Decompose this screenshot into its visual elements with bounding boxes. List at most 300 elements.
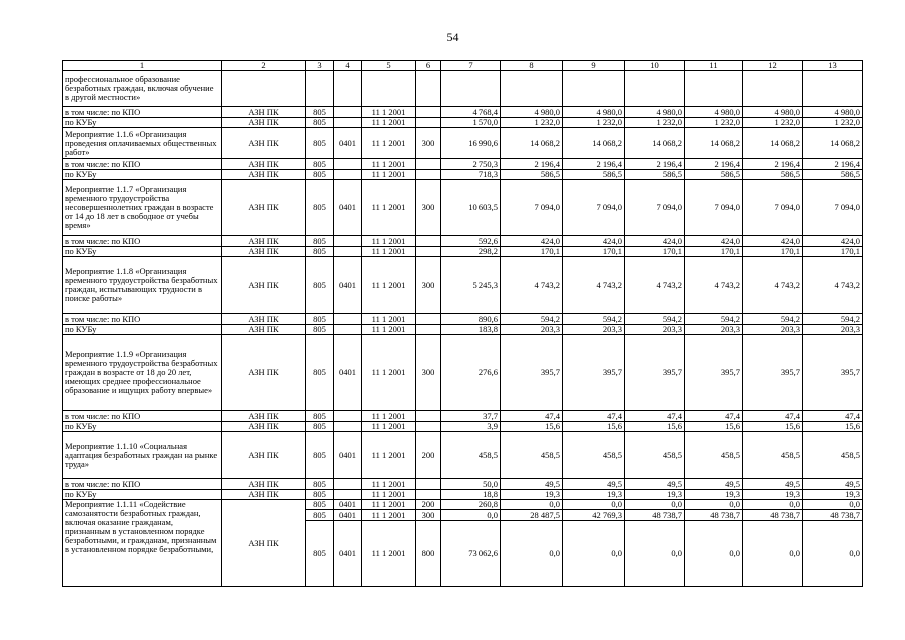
table-cell: 805 xyxy=(306,314,334,325)
table-cell: 2 196,4 xyxy=(743,159,803,170)
table-cell: 47,4 xyxy=(743,411,803,422)
table-cell: 7 094,0 xyxy=(625,180,685,236)
table-cell: 4 980,0 xyxy=(743,107,803,118)
table-cell: 805 xyxy=(306,432,334,479)
table-cell: 28 487,5 xyxy=(501,510,563,521)
table-cell: 805 xyxy=(306,159,334,170)
table-cell: 805 xyxy=(306,325,334,335)
table-cell: 48 738,7 xyxy=(625,510,685,521)
table-row xyxy=(63,335,863,411)
table-cell: 50,0 xyxy=(441,479,501,490)
table-cell: 0,0 xyxy=(501,521,563,587)
table-cell: АЗН ПК xyxy=(222,247,306,257)
table-cell: АЗН ПК xyxy=(222,180,306,236)
table-cell: 424,0 xyxy=(685,236,743,247)
table-cell: Мероприятие 1.1.8 «Организация временного трудоустройства безработных граждан, испытывающих трудности в поиске работы» xyxy=(63,257,222,314)
table-cell: в том числе: по КПО xyxy=(63,314,222,325)
table-cell: 0401 xyxy=(334,128,362,159)
table-row xyxy=(63,479,863,490)
table-cell: 49,5 xyxy=(803,479,863,490)
table-cell: в том числе: по КПО xyxy=(63,479,222,490)
table-cell: 49,5 xyxy=(501,479,563,490)
table-cell: 4 980,0 xyxy=(685,107,743,118)
table-row xyxy=(63,432,863,479)
table-cell xyxy=(334,247,362,257)
table-cell: 0,0 xyxy=(685,500,743,510)
table-cell xyxy=(334,107,362,118)
table-cell: 170,1 xyxy=(563,247,625,257)
table-cell: по КУБу xyxy=(63,170,222,180)
table-cell: 15,6 xyxy=(803,422,863,432)
column-header-11: 11 xyxy=(685,61,743,71)
table-cell: 594,2 xyxy=(501,314,563,325)
table-row xyxy=(63,159,863,170)
table-cell: 424,0 xyxy=(803,236,863,247)
table-cell: 0401 xyxy=(334,335,362,411)
table-cell: 805 xyxy=(306,107,334,118)
table-cell: 300 xyxy=(416,510,441,521)
table-cell: 15,6 xyxy=(625,422,685,432)
table-cell: 718,3 xyxy=(441,170,501,180)
table-cell: 300 xyxy=(416,128,441,159)
table-cell: 203,3 xyxy=(743,325,803,335)
table-cell: АЗН ПК xyxy=(222,170,306,180)
table-cell: 47,4 xyxy=(803,411,863,422)
column-header-7: 7 xyxy=(441,61,501,71)
activity-text-cell: Мероприятие 1.1.11 «Содействие самозанятости безработных граждан, включая оказание гражданам, признанным в установленном порядке безработными, и гражданам, признанным в установленном порядке безработными, xyxy=(63,500,222,587)
table-cell: 805 xyxy=(306,422,334,432)
table-cell: 7 094,0 xyxy=(563,180,625,236)
table-cell: 19,3 xyxy=(563,490,625,500)
table-cell: АЗН ПК xyxy=(222,490,306,500)
table-cell: 48 738,7 xyxy=(803,510,863,521)
table-cell: Мероприятие 1.1.10 «Социальная адаптация безработных граждан на рынке труда» xyxy=(63,432,222,479)
table-cell: 424,0 xyxy=(743,236,803,247)
table-cell: 7 094,0 xyxy=(685,180,743,236)
table-cell: 0,0 xyxy=(803,521,863,587)
column-header-13: 13 xyxy=(803,61,863,71)
table-cell: АЗН ПК xyxy=(222,118,306,128)
table-row xyxy=(63,325,863,335)
column-header-1: 1 xyxy=(63,61,222,71)
table-cell: 49,5 xyxy=(625,479,685,490)
table-cell: по КУБу xyxy=(63,490,222,500)
table-cell xyxy=(416,325,441,335)
table-cell: 458,5 xyxy=(441,432,501,479)
table-cell: 594,2 xyxy=(743,314,803,325)
table-cell: в том числе: по КПО xyxy=(63,107,222,118)
table-cell: 1 232,0 xyxy=(563,118,625,128)
table-row xyxy=(63,236,863,247)
table-cell: Мероприятие 1.1.6 «Организация проведения оплачиваемых общественных работ» xyxy=(63,128,222,159)
table-cell: АЗН ПК xyxy=(222,107,306,118)
table-cell: 14 068,2 xyxy=(685,128,743,159)
table-row xyxy=(63,247,863,257)
table-cell xyxy=(334,314,362,325)
table-cell: АЗН ПК xyxy=(222,159,306,170)
table-cell: 586,5 xyxy=(743,170,803,180)
table-cell: 11 1 2001 xyxy=(362,314,416,325)
table-cell: АЗН ПК xyxy=(222,314,306,325)
table-cell: 47,4 xyxy=(625,411,685,422)
table-cell: 395,7 xyxy=(743,335,803,411)
table-cell: 203,3 xyxy=(563,325,625,335)
table-cell xyxy=(685,71,743,107)
table-cell: 170,1 xyxy=(625,247,685,257)
table-cell xyxy=(334,490,362,500)
table-cell: 0,0 xyxy=(743,500,803,510)
table-row xyxy=(63,490,863,500)
table-cell: 4 980,0 xyxy=(625,107,685,118)
table-row xyxy=(63,422,863,432)
org-cell: АЗН ПК xyxy=(222,500,306,587)
table-cell: 1 232,0 xyxy=(625,118,685,128)
table-cell: 48 738,7 xyxy=(685,510,743,521)
table-cell: в том числе: по КПО xyxy=(63,236,222,247)
table-cell: 4 743,2 xyxy=(625,257,685,314)
table-cell: 2 196,4 xyxy=(563,159,625,170)
table-cell xyxy=(416,422,441,432)
table-cell: 805 xyxy=(306,500,334,510)
table-cell: 0,0 xyxy=(625,500,685,510)
table-cell: 395,7 xyxy=(803,335,863,411)
table-cell: АЗН ПК xyxy=(222,479,306,490)
column-header-12: 12 xyxy=(743,61,803,71)
table-cell: 19,3 xyxy=(501,490,563,500)
column-header-5: 5 xyxy=(362,61,416,71)
table-cell: 805 xyxy=(306,479,334,490)
table-cell: 458,5 xyxy=(743,432,803,479)
table-cell: 47,4 xyxy=(563,411,625,422)
table-cell: 458,5 xyxy=(803,432,863,479)
table-cell: 203,3 xyxy=(685,325,743,335)
table-cell: 2 196,4 xyxy=(685,159,743,170)
table-cell: 11 1 2001 xyxy=(362,257,416,314)
table-cell xyxy=(334,118,362,128)
table-cell: 0401 xyxy=(334,521,362,587)
table-cell: 11 1 2001 xyxy=(362,335,416,411)
table-cell: 0401 xyxy=(334,510,362,521)
table-cell: 0,0 xyxy=(501,500,563,510)
table-cell xyxy=(334,170,362,180)
table-cell xyxy=(625,71,685,107)
table-cell: в том числе: по КПО xyxy=(63,159,222,170)
table-cell xyxy=(306,71,334,107)
table-cell: 2 196,4 xyxy=(803,159,863,170)
table-cell: 592,6 xyxy=(441,236,501,247)
table-cell: АЗН ПК xyxy=(222,257,306,314)
table-cell xyxy=(334,411,362,422)
table-cell: 11 1 2001 xyxy=(362,411,416,422)
table-cell xyxy=(416,159,441,170)
table-cell: 15,6 xyxy=(563,422,625,432)
table-cell: 49,5 xyxy=(563,479,625,490)
table-cell xyxy=(416,314,441,325)
table-cell: 203,3 xyxy=(803,325,863,335)
table-cell xyxy=(416,170,441,180)
table-cell: 11 1 2001 xyxy=(362,490,416,500)
table-cell: 0,0 xyxy=(743,521,803,587)
table-cell: 47,4 xyxy=(685,411,743,422)
column-header-4: 4 xyxy=(334,61,362,71)
table-cell: 458,5 xyxy=(685,432,743,479)
table-cell: Мероприятие 1.1.7 «Организация временного трудоустройства несовершеннолетних граждан в возрасте от 14 до 18 лет в свободное от учебы время» xyxy=(63,180,222,236)
table-cell: 4 743,2 xyxy=(685,257,743,314)
table-cell: 11 1 2001 xyxy=(362,170,416,180)
table-cell: 805 xyxy=(306,236,334,247)
table-cell: 11 1 2001 xyxy=(362,236,416,247)
table-cell: АЗН ПК xyxy=(222,236,306,247)
table-cell: 0,0 xyxy=(803,500,863,510)
table-cell: 395,7 xyxy=(563,335,625,411)
budget-table xyxy=(62,60,863,587)
table-cell: 7 094,0 xyxy=(743,180,803,236)
table-cell: 300 xyxy=(416,335,441,411)
table-cell: АЗН ПК xyxy=(222,128,306,159)
table-cell: 586,5 xyxy=(685,170,743,180)
table-cell: 170,1 xyxy=(501,247,563,257)
table-cell: 0,0 xyxy=(441,510,501,521)
table-cell: 805 xyxy=(306,411,334,422)
table-cell: 11 1 2001 xyxy=(362,500,416,510)
table-cell: 586,5 xyxy=(803,170,863,180)
table-cell: 0401 xyxy=(334,180,362,236)
table-cell: 11 1 2001 xyxy=(362,107,416,118)
table-cell: 15,6 xyxy=(685,422,743,432)
table-cell: 805 xyxy=(306,257,334,314)
table-cell: по КУБу xyxy=(63,118,222,128)
table-cell: 805 xyxy=(306,170,334,180)
table-cell: по КУБу xyxy=(63,325,222,335)
table-cell: 14 068,2 xyxy=(743,128,803,159)
table-cell xyxy=(803,71,863,107)
table-cell: АЗН ПК xyxy=(222,325,306,335)
table-cell: 49,5 xyxy=(743,479,803,490)
table-cell: 73 062,6 xyxy=(441,521,501,587)
table-cell: 14 068,2 xyxy=(803,128,863,159)
table-cell: 4 980,0 xyxy=(803,107,863,118)
table-cell xyxy=(416,247,441,257)
table-cell: 805 xyxy=(306,490,334,500)
table-cell: 11 1 2001 xyxy=(362,432,416,479)
table-cell: 0,0 xyxy=(625,521,685,587)
table-cell: 47,4 xyxy=(501,411,563,422)
table-cell xyxy=(416,107,441,118)
table-cell: 183,8 xyxy=(441,325,501,335)
table-row xyxy=(63,257,863,314)
table-cell: 16 990,6 xyxy=(441,128,501,159)
column-header-9: 9 xyxy=(563,61,625,71)
table-row xyxy=(63,411,863,422)
table-cell: 5 245,3 xyxy=(441,257,501,314)
table-cell xyxy=(501,71,563,107)
table-cell: 1 232,0 xyxy=(803,118,863,128)
table-cell: 424,0 xyxy=(563,236,625,247)
page-number: 54 xyxy=(446,30,459,44)
table-cell: 4 743,2 xyxy=(501,257,563,314)
table-cell: 2 196,4 xyxy=(501,159,563,170)
table-cell: 458,5 xyxy=(501,432,563,479)
table-cell: 594,2 xyxy=(685,314,743,325)
table-cell xyxy=(416,479,441,490)
table-cell: 15,6 xyxy=(743,422,803,432)
table-row xyxy=(63,118,863,128)
table-cell: 4 743,2 xyxy=(803,257,863,314)
table-cell: АЗН ПК xyxy=(222,335,306,411)
table-cell: 805 xyxy=(306,510,334,521)
table-cell: 203,3 xyxy=(501,325,563,335)
table-cell: 586,5 xyxy=(625,170,685,180)
table-cell: 11 1 2001 xyxy=(362,247,416,257)
table-cell xyxy=(563,71,625,107)
table-cell: 594,2 xyxy=(563,314,625,325)
table-cell xyxy=(441,71,501,107)
column-header-10: 10 xyxy=(625,61,685,71)
table-cell: 3,9 xyxy=(441,422,501,432)
table-cell: 14 068,2 xyxy=(501,128,563,159)
table-cell: 1 570,0 xyxy=(441,118,501,128)
table-cell: 4 743,2 xyxy=(563,257,625,314)
table-cell: 170,1 xyxy=(803,247,863,257)
table-cell: 4 743,2 xyxy=(743,257,803,314)
table-cell xyxy=(416,118,441,128)
table-cell: 424,0 xyxy=(625,236,685,247)
table-cell: 0401 xyxy=(334,500,362,510)
table-cell: 11 1 2001 xyxy=(362,118,416,128)
table-cell: 594,2 xyxy=(803,314,863,325)
table-cell: 11 1 2001 xyxy=(362,128,416,159)
table-cell: 11 1 2001 xyxy=(362,159,416,170)
column-header-8: 8 xyxy=(501,61,563,71)
table-cell: 0,0 xyxy=(563,500,625,510)
table-cell: 800 xyxy=(416,521,441,587)
table-cell: 586,5 xyxy=(501,170,563,180)
table-cell: 19,3 xyxy=(743,490,803,500)
table-cell: 260,8 xyxy=(441,500,501,510)
table-row xyxy=(63,500,863,510)
table-cell: 170,1 xyxy=(685,247,743,257)
table-cell: 4 768,4 xyxy=(441,107,501,118)
table-row xyxy=(63,71,863,107)
table-cell xyxy=(334,71,362,107)
table-cell: 298,2 xyxy=(441,247,501,257)
header-row xyxy=(63,61,863,71)
table-cell xyxy=(334,479,362,490)
table-cell: 458,5 xyxy=(563,432,625,479)
table-row xyxy=(63,107,863,118)
table-cell: 11 1 2001 xyxy=(362,521,416,587)
table-cell: 200 xyxy=(416,500,441,510)
table-cell: 0,0 xyxy=(563,521,625,587)
column-header-3: 3 xyxy=(306,61,334,71)
table-cell: 300 xyxy=(416,257,441,314)
table-row xyxy=(63,314,863,325)
table-cell: 19,3 xyxy=(803,490,863,500)
table-cell: 424,0 xyxy=(501,236,563,247)
table-cell: АЗН ПК xyxy=(222,422,306,432)
table-cell: 11 1 2001 xyxy=(362,510,416,521)
table-cell xyxy=(362,71,416,107)
table-body xyxy=(63,61,863,587)
table-cell: Мероприятие 1.1.9 «Организация временного трудоустройства безработных граждан в возрасте от 18 до 20 лет, имеющих среднее профессиональное образование и ищущих работу впервые» xyxy=(63,335,222,411)
table-cell: 200 xyxy=(416,432,441,479)
table-cell: 7 094,0 xyxy=(501,180,563,236)
table-cell: 48 738,7 xyxy=(743,510,803,521)
table-cell: 19,3 xyxy=(685,490,743,500)
table-cell: 276,6 xyxy=(441,335,501,411)
table-cell: 4 980,0 xyxy=(501,107,563,118)
table-cell: 11 1 2001 xyxy=(362,325,416,335)
table-cell: 11 1 2001 xyxy=(362,422,416,432)
table-cell: 805 xyxy=(306,521,334,587)
table-cell: 170,1 xyxy=(743,247,803,257)
table-cell: 1 232,0 xyxy=(743,118,803,128)
table-cell: 18,8 xyxy=(441,490,501,500)
column-header-2: 2 xyxy=(222,61,306,71)
table-cell xyxy=(416,236,441,247)
table-cell: 0401 xyxy=(334,257,362,314)
table-cell: 4 980,0 xyxy=(563,107,625,118)
table-cell: 2 750,3 xyxy=(441,159,501,170)
table-cell: 37,7 xyxy=(441,411,501,422)
table-cell xyxy=(416,411,441,422)
table-row xyxy=(63,170,863,180)
table-cell: 19,3 xyxy=(625,490,685,500)
table-cell xyxy=(334,159,362,170)
table-cell: 594,2 xyxy=(625,314,685,325)
table-cell: по КУБу xyxy=(63,422,222,432)
table-cell xyxy=(416,490,441,500)
table-cell xyxy=(334,422,362,432)
table-cell: 805 xyxy=(306,335,334,411)
table-cell xyxy=(416,71,441,107)
table-cell: 805 xyxy=(306,247,334,257)
table-cell: АЗН ПК xyxy=(222,411,306,422)
table-cell: 458,5 xyxy=(625,432,685,479)
table-cell: 586,5 xyxy=(563,170,625,180)
table-cell: 11 1 2001 xyxy=(362,479,416,490)
table-cell: 805 xyxy=(306,128,334,159)
column-header-6: 6 xyxy=(416,61,441,71)
table-cell: 1 232,0 xyxy=(685,118,743,128)
table-cell: 11 1 2001 xyxy=(362,180,416,236)
table-cell: 805 xyxy=(306,180,334,236)
table-cell: АЗН ПК xyxy=(222,432,306,479)
table-row xyxy=(63,180,863,236)
table-cell: 1 232,0 xyxy=(501,118,563,128)
table-cell: 0,0 xyxy=(685,521,743,587)
table-row xyxy=(63,128,863,159)
table-cell: 395,7 xyxy=(685,335,743,411)
table-cell: 395,7 xyxy=(501,335,563,411)
table-cell: 14 068,2 xyxy=(563,128,625,159)
table-cell: 395,7 xyxy=(625,335,685,411)
table-cell: 49,5 xyxy=(685,479,743,490)
table-cell: 300 xyxy=(416,180,441,236)
table-cell: в том числе: по КПО xyxy=(63,411,222,422)
table-cell: 890,6 xyxy=(441,314,501,325)
table-cell: 203,3 xyxy=(625,325,685,335)
table-cell: 2 196,4 xyxy=(625,159,685,170)
table-cell xyxy=(334,236,362,247)
table-cell: 42 769,3 xyxy=(563,510,625,521)
table-cell xyxy=(222,71,306,107)
table-cell: 805 xyxy=(306,118,334,128)
table-cell: 14 068,2 xyxy=(625,128,685,159)
table-cell: 10 603,5 xyxy=(441,180,501,236)
table-cell: по КУБу xyxy=(63,247,222,257)
table-cell: 15,6 xyxy=(501,422,563,432)
